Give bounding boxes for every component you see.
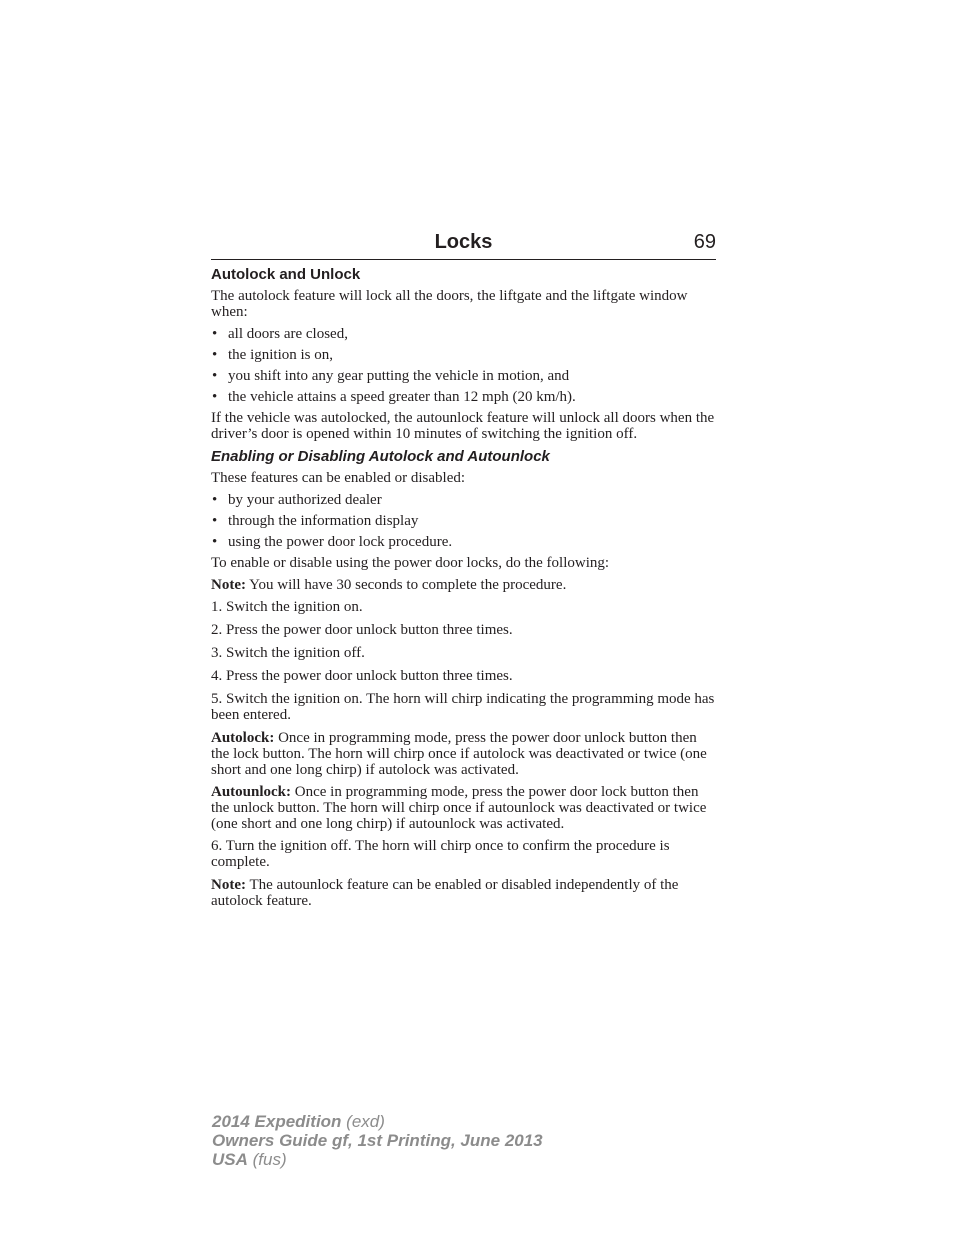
step-5: 5. Switch the ignition on. The horn will chirp indicating the programming mode has been entered. [211, 691, 715, 723]
section-heading: Autolock and Unlock [211, 266, 361, 283]
note-30-seconds: Note: You will have 30 seconds to complete the procedure. [211, 577, 567, 593]
bullet-icon: • [212, 347, 218, 363]
autounlock-paragraph: If the vehicle was autolocked, the autounlock feature will unlock all doors when the driver’s door is opened within 10 minutes of switching the ignition off. [211, 410, 715, 442]
subsection-heading: Enabling or Disabling Autolock and Autounlock [211, 448, 550, 465]
note-independent: Note: The autounlock feature can be enabled or disabled independently of the autolock feature. [211, 877, 679, 909]
procedure-intro: To enable or disable using the power door locks, do the following: [211, 555, 610, 571]
document-footer [212, 1112, 543, 1169]
footer-line-edition: Owners Guide gf, 1st Printing, June 2013 [212, 1131, 543, 1150]
step-6: 6. Turn the ignition off. The horn will chirp once to confirm the procedure is complete. [211, 838, 670, 870]
list-item: • you shift into any gear putting the vehicle in motion, and [212, 368, 570, 384]
list-item: • through the information display [212, 513, 419, 529]
step-4: 4. Press the power door unlock button three times. [211, 668, 513, 684]
bullet-icon: • [212, 492, 218, 508]
section-intro: The autolock feature will lock all the doors, the liftgate and the liftgate window when: [211, 288, 688, 320]
list-item: • the ignition is on, [212, 347, 333, 363]
page-header [211, 229, 716, 260]
methods-list [211, 492, 717, 550]
bullet-icon: • [212, 368, 218, 384]
list-item: • all doors are closed, [212, 326, 348, 342]
bullet-icon: • [212, 513, 218, 529]
list-item: • using the power door lock procedure. [212, 534, 453, 550]
chapter-title: Locks [434, 231, 493, 253]
step-3: 3. Switch the ignition off. [211, 645, 365, 661]
conditions-list [211, 326, 717, 405]
bullet-icon: • [212, 326, 218, 342]
step-2: 2. Press the power door unlock button three times. [211, 622, 513, 638]
subsection-intro: These features can be enabled or disabled: [211, 470, 466, 486]
page-content [211, 266, 717, 915]
autolock-instructions: Autolock: Once in programming mode, press the power door unlock button then the lock button. The horn will chirp once if autolock was deactivated or twice (one short and one long chirp) if autolock was activated. [211, 730, 707, 778]
list-item: • the vehicle attains a speed greater than 12 mph (20 km/h). [212, 389, 576, 405]
list-item: • by your authorized dealer [212, 492, 382, 508]
footer-line-market: USA (fus) [212, 1150, 287, 1169]
autounlock-instructions: Autounlock: Once in programming mode, press the power door lock button then the unlock button. The horn will chirp once if autounlock was deactivated or twice (one short and one long chirp) if autounlock was activated. [211, 784, 707, 832]
footer-line-model: 2014 Expedition (exd) [212, 1112, 385, 1131]
bullet-icon: • [212, 389, 218, 405]
page-number: 69 [693, 231, 716, 253]
bullet-icon: • [212, 534, 218, 550]
step-1: 1. Switch the ignition on. [211, 599, 363, 615]
